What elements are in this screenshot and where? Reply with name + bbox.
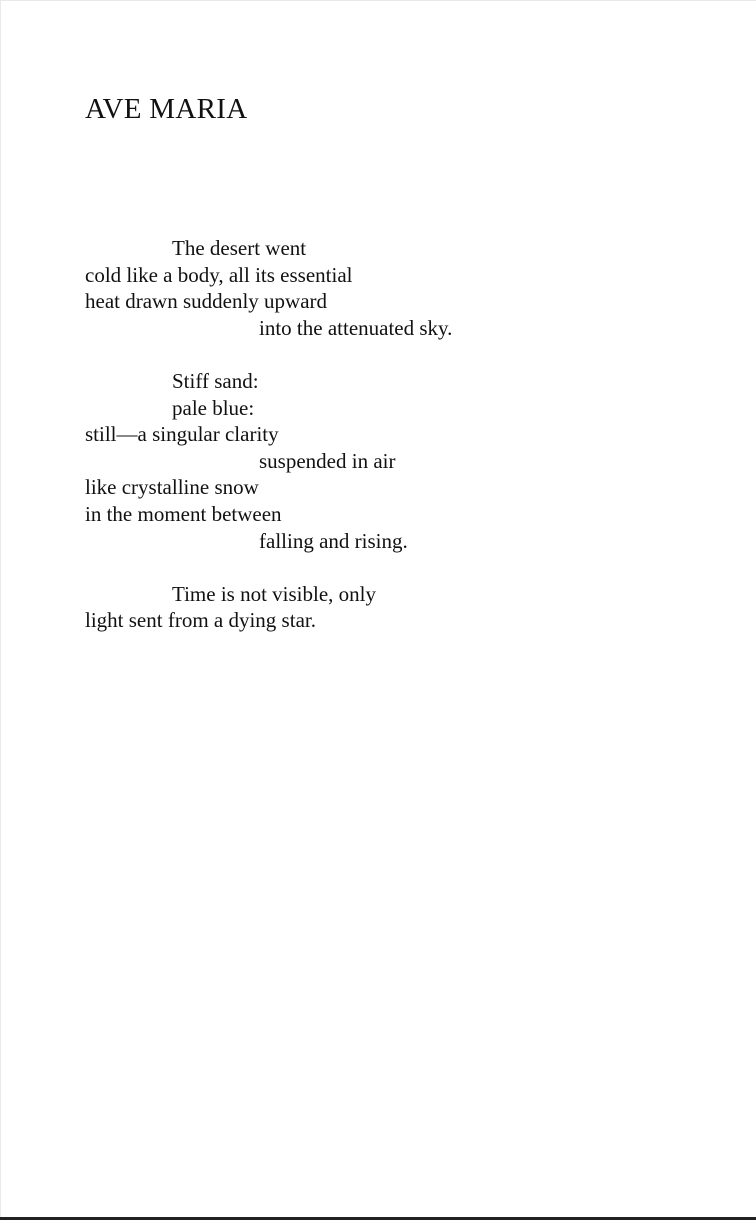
poem-line: pale blue: (172, 395, 255, 420)
poem-line: heat drawn suddenly upward (85, 289, 328, 314)
poem-line: The desert went (172, 236, 307, 260)
poem-line: light sent from a dying star. (85, 608, 316, 633)
stanza-1 (85, 235, 452, 341)
poem-body (85, 235, 452, 634)
poem-line: into the attenuated sky. (259, 315, 453, 340)
poem-title: AVE MARIA (85, 93, 248, 125)
document-page (1, 1, 756, 1217)
poem-line: Time is not visible, only (172, 581, 377, 606)
stanza-break (85, 554, 452, 581)
poem-line: like crystalline snow (85, 475, 259, 500)
poem-line: falling and rising. (259, 528, 408, 553)
stanza-break (85, 341, 452, 368)
poem-line: Stiff sand: (172, 368, 259, 393)
stanza-2 (85, 368, 452, 554)
poem-line: in the moment between (85, 501, 282, 526)
stanza-3 (85, 581, 452, 634)
poem-line: suspended in air (259, 448, 396, 473)
poem-line: still—a singular clarity (85, 422, 279, 447)
poem-line: cold like a body, all its essential (85, 262, 353, 287)
